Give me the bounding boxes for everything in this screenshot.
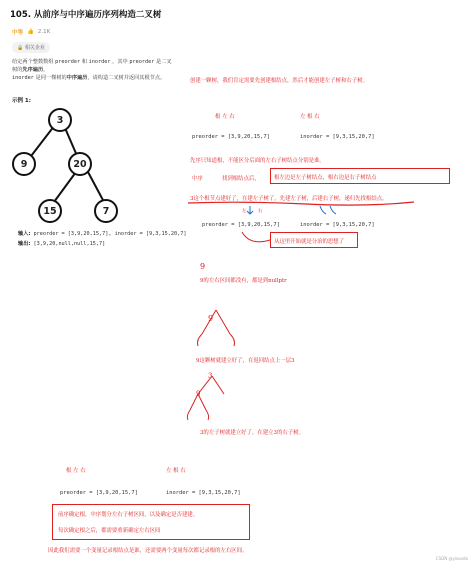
inorder-line-3: inorder = [9,3,15,20,7] <box>166 490 241 496</box>
note-divide-conquer: 从这里开始就是分治的思想了 <box>274 239 345 245</box>
note-nine-null-children: 9的左右区间都没有，都是到nullptr <box>200 278 287 284</box>
subtree-node-9-a: 9 <box>200 262 206 271</box>
note-inorder-find-root: 找到根结点后， <box>222 176 260 182</box>
tree-node-right-right: 7 <box>94 199 118 223</box>
blue-arrow-marks <box>230 204 350 216</box>
note-variables-needed: 因此我们需要一个变量记录根结点是谁，还需要两个变量每次都记录根的左右区间。 <box>48 548 248 554</box>
thumbs-up-icon[interactable]: 👍 <box>27 29 34 35</box>
note-left-right-subtree: 根左边是左子树结点，根右边是右子树结点 <box>274 175 377 181</box>
sketch-tree-1 <box>190 300 250 360</box>
note-preorder-only-root: 先序只知道根，不能区分后面的左右子树结点分别是谁。 <box>190 158 325 164</box>
tree-node-root: 3 <box>48 108 72 132</box>
like-count: 2.1K <box>37 29 51 35</box>
lock-icon: 🔒 <box>17 45 24 51</box>
note-root-built-recurse: 3这个根节点建好了，在建左子树了，先建左子树，后建右子树，递归先找根结点。 <box>190 196 388 202</box>
note-create-root-first: 创建一颗树，我们肯定需要先创建根结点，然后才能创建左子树和右子树。 <box>190 78 368 84</box>
tree-node-right-left: 15 <box>38 199 62 223</box>
tree-node-right: 20 <box>68 152 92 176</box>
inorder-line-1: inorder = [9,3,15,20,7] <box>300 134 375 140</box>
left-marker: 左 <box>242 209 247 214</box>
sketch-tree-2 <box>178 366 248 426</box>
label-root-left-right-2: 根 左 右 <box>66 468 86 474</box>
label-root-left-right: 根 左 右 <box>215 114 235 120</box>
note-inorder-label: 中序 <box>192 176 203 182</box>
example-title: 示例 1: <box>12 98 31 104</box>
note-nine-built-return: 9这颗树就建立好了，在返回结点上一层3 <box>196 358 295 364</box>
example-input: 输入: preorder = [3,9,20,15,7], inorder = [9,3,15,20,7] <box>18 231 187 237</box>
preorder-line-3: preorder = [3,9,20,15,7] <box>60 490 138 496</box>
subtree-node-3: 3 <box>208 372 213 380</box>
tree-edges <box>0 0 180 240</box>
label-left-root-right: 左 根 右 <box>300 114 320 120</box>
tree-node-left: 9 <box>12 152 36 176</box>
problem-description: 给定两个整数数组 preorder 和 inorder ，其中 preorder 是二叉树的先序遍历， inorder 是同一棵树的中序遍历，请构造二叉树并返回其根节点。 <box>12 59 172 81</box>
page-title: 105. 从前序与中序遍历序列构造二叉树 <box>10 10 162 20</box>
watermark: CSDN @yisuoda <box>435 556 468 561</box>
subtree-node-9-c: 9 <box>196 390 201 398</box>
right-marker: 右 <box>258 209 263 214</box>
note-preorder-root-inorder-split: 前序确定根，中序划分左右子树区间，以及确定是否建建。 <box>58 512 199 518</box>
note-reset-intervals: 每次确定根之后，都需要重新确定左右区间 <box>58 528 161 534</box>
label-left-root-right-2: 左 根 右 <box>166 468 186 474</box>
company-tag-label: 相关企业 <box>24 45 45 51</box>
inorder-line-2: inorder = [9,3,15,20,7] <box>300 222 375 228</box>
preorder-line-2: preorder = [3,9,20,15,7] <box>202 222 280 228</box>
preorder-line-1: preorder = [3,9,20,15,7] <box>192 134 270 140</box>
difficulty-badge: 中等 <box>12 30 24 36</box>
example-output: 输出: [3,9,20,null,null,15,7] <box>18 241 106 247</box>
note-left-built-right-next: 3的左子树就建立好了，在建立3的右子树。 <box>200 430 304 436</box>
pointer-arrow <box>240 230 280 250</box>
subtree-node-9-b: 9 <box>208 314 214 323</box>
